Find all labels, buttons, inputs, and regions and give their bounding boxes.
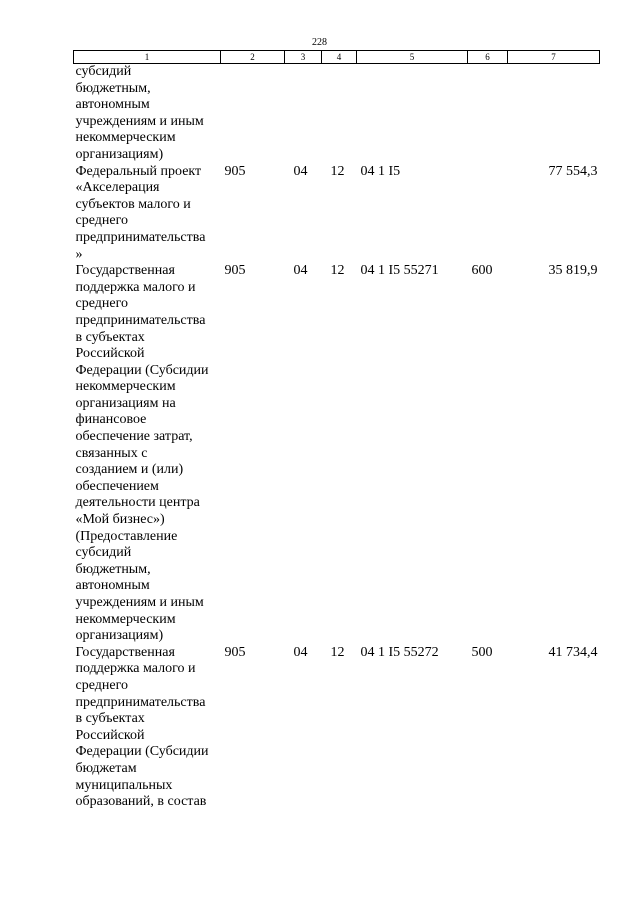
expense-type-code: 600	[471, 263, 493, 279]
description-line: Российской	[75, 727, 145, 743]
row-description	[74, 645, 221, 811]
description-line: субъектов малого и	[75, 196, 191, 212]
header-col-6: 6	[468, 51, 508, 64]
description-line: «Мой бизнес»)	[75, 512, 165, 528]
description-line: финансовое	[75, 412, 147, 428]
description-line: среднего	[75, 296, 128, 312]
description-line: Федерации (Субсидии	[75, 744, 209, 760]
description-line: предпринимательства	[75, 694, 206, 710]
description-line: связанных с	[75, 445, 148, 461]
description-line: некоммерческим	[75, 611, 176, 627]
subsection-code: 12	[330, 644, 345, 660]
description-line: поддержка малого и	[75, 279, 196, 295]
ministry-code: 905	[224, 163, 246, 179]
row-description	[74, 164, 221, 264]
target-article-code: 04 1 I5 55271	[360, 263, 439, 279]
description-line: в субъектах	[75, 329, 145, 345]
description-line: в субъектах	[75, 711, 145, 727]
section-code: 04	[293, 263, 308, 279]
table-row	[74, 263, 600, 645]
description-line: бюджетным,	[75, 80, 151, 96]
ministry-code: 905	[224, 644, 246, 660]
target-article-code: 04 1 I5 55272	[360, 644, 439, 660]
description-line: созданием и (или)	[75, 462, 184, 478]
header-col-5: 5	[357, 51, 468, 64]
description-line: Государственная	[75, 263, 175, 279]
description-line: образований, в состав	[75, 794, 207, 810]
budget-table	[73, 50, 600, 811]
header-col-1: 1	[74, 51, 221, 64]
table-row	[74, 64, 600, 164]
section-code: 04	[293, 644, 308, 660]
amount: 77 554,3	[548, 163, 598, 179]
description-line: «Акселерация	[75, 180, 160, 196]
description-line: Государственная	[75, 644, 175, 660]
description-line: муниципальных	[75, 777, 173, 793]
expense-type-code: 500	[471, 644, 493, 660]
description-line: организациям)	[75, 628, 164, 644]
table-row	[74, 645, 600, 811]
target-article-code: 04 1 I5	[360, 163, 401, 179]
description-line: субсидий	[75, 64, 132, 79]
description-line: среднего	[75, 213, 128, 229]
ministry-code: 905	[224, 263, 246, 279]
description-line: организациям на	[75, 395, 176, 411]
description-line: предпринимательства	[75, 229, 206, 245]
amount	[508, 64, 600, 164]
section-code: 04	[293, 163, 308, 179]
description-line: Федерации (Субсидии	[75, 362, 209, 378]
description-line: бюджетам	[75, 760, 137, 776]
description-line: обеспечение затрат,	[75, 429, 193, 445]
description-line: автономным	[75, 97, 150, 113]
description-line: учреждениям и иным	[75, 595, 204, 610]
description-line: (Предоставление	[75, 528, 178, 544]
description-line: некоммерческим	[75, 130, 176, 146]
amount: 35 819,9	[548, 263, 598, 279]
amount: 41 734,4	[548, 644, 598, 660]
description-line: Федеральный проект	[75, 163, 202, 179]
subsection-code: 12	[330, 163, 345, 179]
page-number: 228	[312, 37, 327, 48]
description-line: среднего	[75, 677, 128, 693]
row-description	[74, 263, 221, 645]
subsection-code	[322, 64, 357, 164]
header-col-2: 2	[221, 51, 285, 64]
description-line: предпринимательства	[75, 312, 206, 328]
description-line: поддержка малого и	[75, 661, 196, 677]
description-line: деятельности центра	[75, 495, 200, 511]
description-line: субсидий	[75, 545, 132, 561]
description-line: Российской	[75, 346, 145, 362]
ministry-code	[221, 64, 285, 164]
header-row	[74, 51, 600, 64]
subsection-code: 12	[330, 263, 345, 279]
target-article-code	[357, 64, 468, 164]
header-col-4: 4	[322, 51, 357, 64]
description-line: организациям)	[75, 146, 164, 162]
description-line: учреждениям и иным	[75, 113, 204, 129]
description-line: »	[75, 246, 83, 262]
expense-type-code	[468, 164, 508, 264]
expense-type-code	[468, 64, 508, 164]
section-code	[285, 64, 322, 164]
header-col-7: 7	[508, 51, 600, 64]
header-col-3: 3	[285, 51, 322, 64]
row-description	[74, 64, 221, 164]
description-line: обеспечением	[75, 478, 159, 494]
table-row	[74, 164, 600, 264]
description-line: бюджетным,	[75, 561, 151, 577]
description-line: некоммерческим	[75, 379, 176, 395]
description-line: автономным	[75, 578, 150, 594]
